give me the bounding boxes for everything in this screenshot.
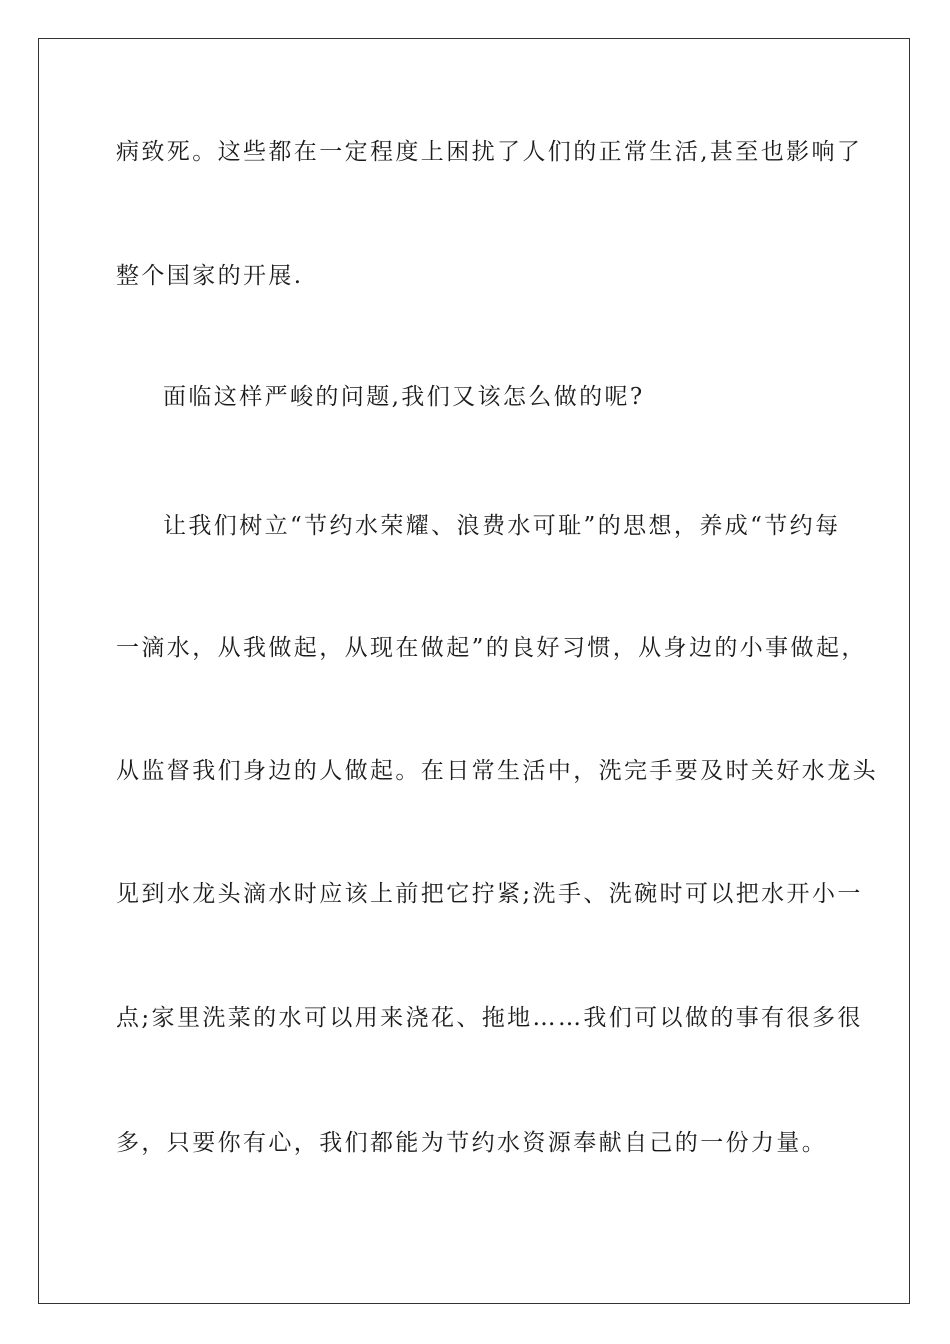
paragraph-line: 见到水龙头滴水时应该上前把它拧紧;洗手、洗碗时可以把水开小一 [116,881,863,907]
paragraph-line: 点;家里洗菜的水可以用来浇花、拖地……我们可以做的事有很多很 [116,1005,863,1031]
paragraph-line: 一滴水，从我做起，从现在做起”的良好习惯，从身边的小事做起， [116,635,867,661]
paragraph-line: 病致死。这些都在一定程度上困扰了人们的正常生活,甚至也影响了 [116,139,863,165]
page-border [38,38,910,1304]
paragraph-line: 让我们树立“节约水荣耀、浪费水可耻”的思想，养成“节约每 [163,513,841,539]
paragraph-line: 面临这样严峻的问题,我们又该怎么做的呢? [163,384,645,410]
paragraph-line: 整个国家的开展. [116,263,304,289]
paragraph-line: 多，只要你有心，我们都能为节约水资源奉献自己的一份力量。 [116,1130,828,1156]
paragraph-line: 从监督我们身边的人做起。在日常生活中，洗完手要及时关好水龙头 [116,758,878,784]
